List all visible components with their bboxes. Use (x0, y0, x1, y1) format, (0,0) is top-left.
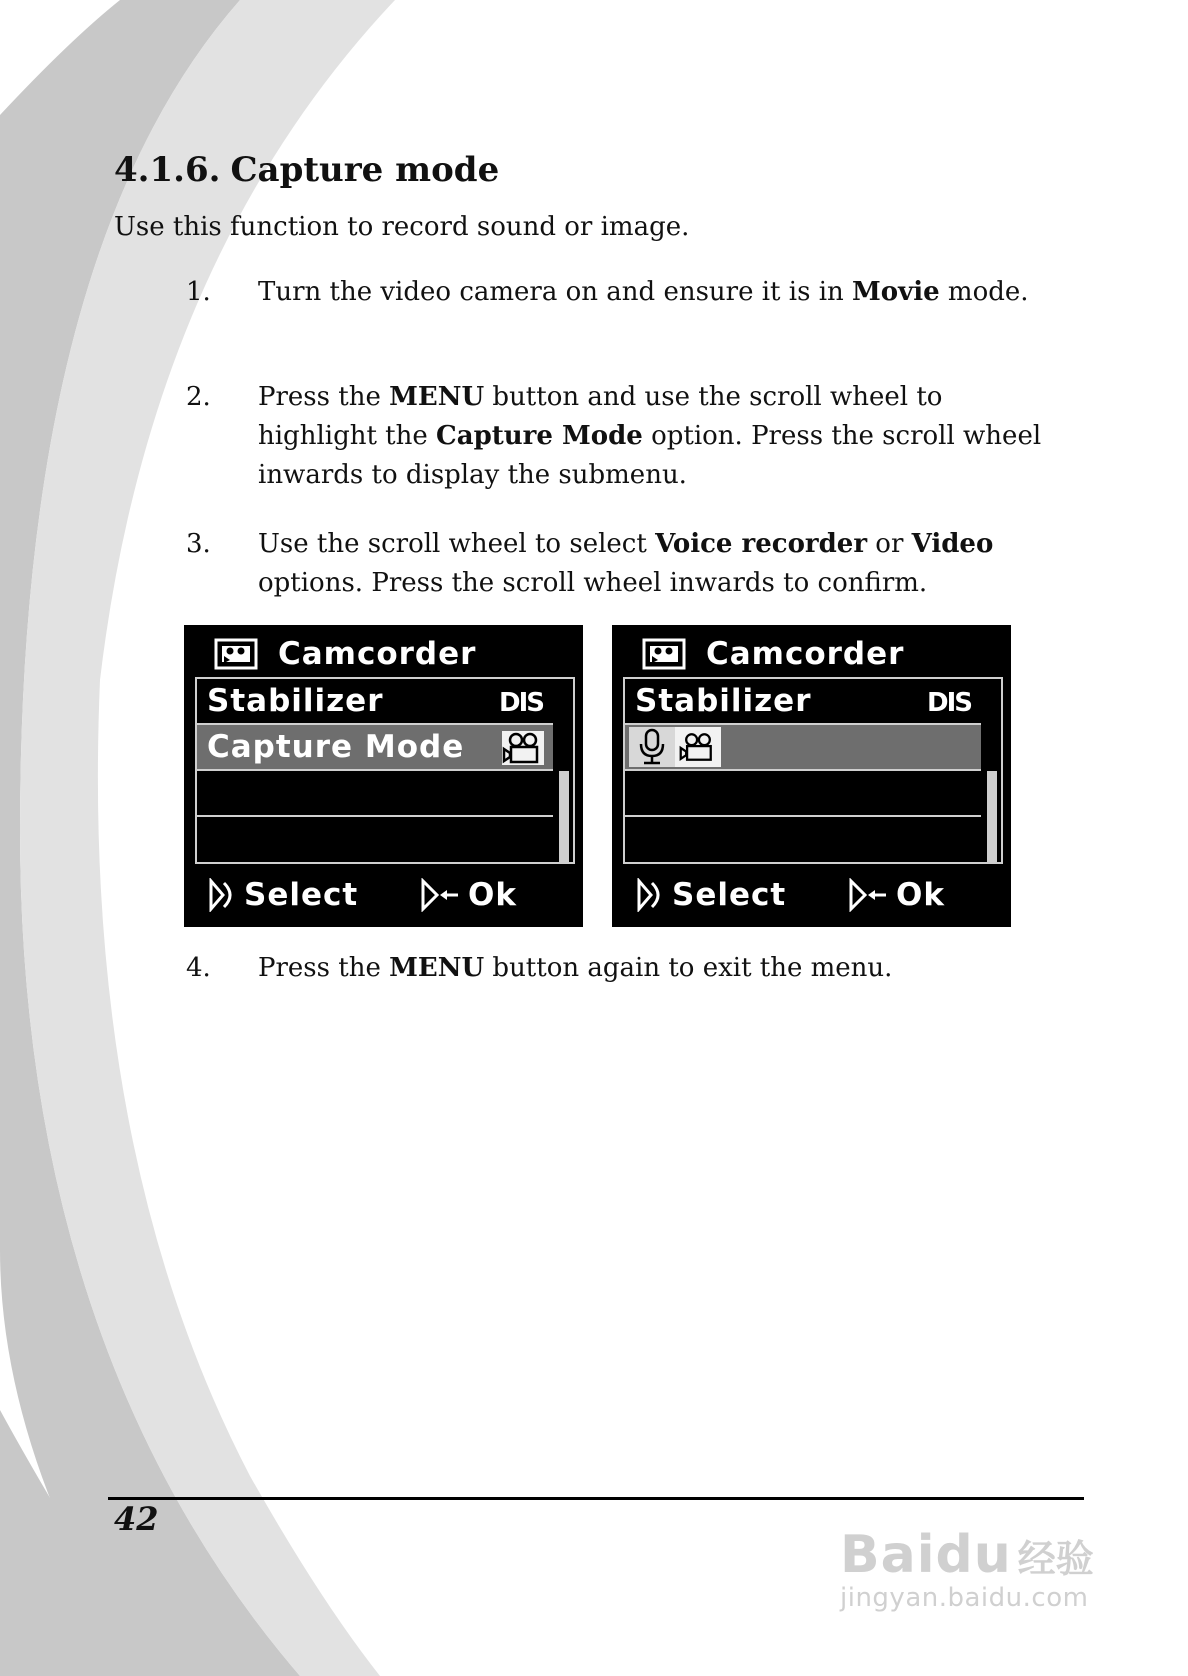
intro-text: Use this function to record sound or image. (114, 212, 690, 242)
step-number: 1. (186, 277, 211, 307)
video-option[interactable] (675, 727, 721, 767)
section-title: Capture mode (230, 150, 500, 190)
step-number: 4. (186, 953, 211, 983)
select-hint: Select (636, 877, 786, 913)
scroll-wheel-icon (208, 878, 238, 912)
press-icon (420, 878, 462, 912)
step-number: 3. (186, 529, 211, 559)
menu-item-empty (625, 817, 981, 863)
menu-item-stabilizer[interactable]: Stabilizer DIS (197, 679, 553, 725)
watermark-chinese: 经验 (1017, 1537, 1094, 1581)
step-text: Turn the video camera on and ensure it is in Movie mode. (258, 277, 1029, 307)
video-camera-icon (678, 729, 718, 765)
step-text: Press the MENU button again to exit the menu. (258, 953, 893, 983)
menu-item-capture-mode[interactable]: Capture Mode (197, 725, 553, 771)
page-number: 42 (114, 1500, 159, 1538)
menu-list (623, 677, 1003, 864)
press-icon (848, 878, 890, 912)
camera-submenu-screen (612, 625, 1011, 927)
scrollbar[interactable] (557, 679, 571, 862)
camcorder-mode-icon (642, 637, 686, 671)
menu-item-empty (625, 771, 981, 817)
screen-title: Camcorder (706, 636, 905, 672)
section-heading (114, 150, 499, 190)
ok-hint: Ok (848, 877, 945, 913)
capture-mode-submenu (625, 725, 981, 771)
ok-hint: Ok (420, 877, 517, 913)
video-camera-icon (501, 730, 545, 766)
step-2 (186, 378, 1046, 495)
screen-title: Camcorder (278, 636, 477, 672)
baidu-watermark (840, 1525, 1094, 1613)
camera-menu-screen (184, 625, 583, 927)
microphone-icon (635, 728, 669, 766)
scroll-wheel-icon (636, 878, 666, 912)
menu-item-empty (197, 817, 553, 863)
camcorder-mode-icon (214, 637, 258, 671)
scrollbar[interactable] (985, 679, 999, 862)
menu-item-stabilizer[interactable]: Stabilizer DIS (625, 679, 981, 725)
watermark-url: jingyan.baidu.com (840, 1583, 1089, 1613)
stabilizer-value: DIS (927, 688, 971, 718)
screen-header (642, 633, 904, 675)
step-text: Press the MENU button and use the scroll wheel to highlight the Capture Mode option. Press the scroll wheel inwards to display the submenu. (258, 382, 1042, 490)
step-text: Use the scroll wheel to select Voice recorder or Video options. Press the scroll wheel inwards to confirm. (258, 529, 994, 598)
menu-item-empty (197, 771, 553, 817)
screen-footer (208, 877, 568, 917)
stabilizer-value: DIS (499, 688, 543, 718)
step-4 (186, 949, 1046, 988)
step-1 (186, 273, 1046, 312)
watermark-brand: Baidu (840, 1525, 1012, 1585)
screen-footer (636, 877, 996, 917)
step-3 (186, 525, 1046, 603)
footer-rule (108, 1497, 1084, 1500)
screen-header (214, 633, 476, 675)
select-hint: Select (208, 877, 358, 913)
step-number: 2. (186, 382, 211, 412)
section-number: 4.1.6. (114, 150, 221, 190)
menu-list (195, 677, 575, 864)
voice-recorder-option[interactable] (629, 727, 675, 767)
